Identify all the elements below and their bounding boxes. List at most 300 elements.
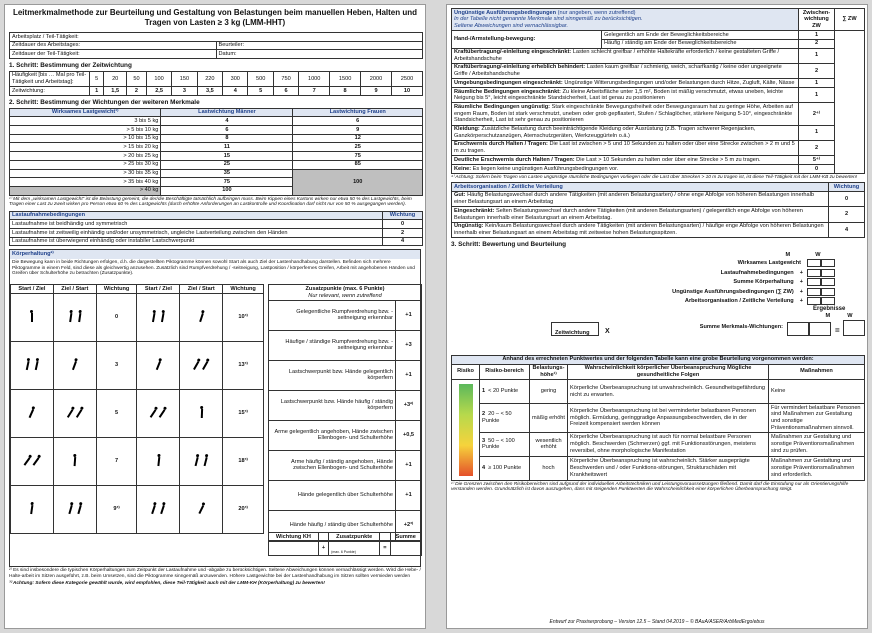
- posture-weight: 20³⁾: [223, 486, 264, 534]
- ungunstig-label: Keine:: [454, 165, 472, 172]
- ungunstig-weight: 1: [799, 125, 835, 140]
- person-icon: [200, 453, 212, 467]
- risk-gradient-bar: [459, 384, 473, 476]
- lastaufnahme-heading: Lastaufnahmebedingungen: [10, 211, 383, 220]
- col-wichtung-left: Wichtung: [96, 285, 137, 294]
- freq-cell: 1000: [299, 71, 330, 86]
- arbeitsorg-weight: 0: [829, 191, 865, 206]
- last-m: 25: [161, 160, 293, 169]
- posture-pictogram: [53, 486, 96, 534]
- hand-row: [452, 31, 865, 40]
- weight-cell: 3: [172, 87, 197, 96]
- last-f: 85: [293, 160, 423, 169]
- summe-input[interactable]: [390, 542, 421, 556]
- weight-cell: 2: [127, 87, 147, 96]
- zusatz-text: Arme häufig / ständig angehoben, Hände zwischen Ellenbogen- und Schulterhöhe: [269, 450, 396, 480]
- last-range: > 20 bis 25 kg: [10, 152, 161, 161]
- ungunstig-note: ⁴⁾ Achtung: Sofern beim Tragen von Lasten ungünstige räumliche Bedingungen vorliegen oder die Last über Strecken > 10 m zu tragen ist, ist diese Teil-Tätigkeit mit der LMM-KB zu bewerten!: [451, 174, 858, 180]
- ungunstig-label: Kraftübertragung/-einleitung erheblich behindert:: [454, 64, 586, 71]
- bewertung-m-input[interactable]: [807, 288, 821, 296]
- risk-heading: Anhand des errechneten Punktwertes und der folgenden Tabelle kann eine grobe Beurteilung vorgenommen werden:: [452, 355, 865, 364]
- posture-pictogram: [180, 438, 223, 486]
- posture-pictogram: [11, 390, 54, 438]
- lastaufnahme-weight: 2: [383, 229, 423, 238]
- freq-cell: 2000: [361, 71, 392, 86]
- bewertung-row: Summe Körperhaltung +: [451, 278, 835, 287]
- page-left: [4, 4, 426, 629]
- ungunstig-label: Kleidung:: [454, 126, 480, 133]
- ungunstig-row: [452, 103, 865, 125]
- ungunstig-heading-sub: (nur angeben, wenn zutreffend): [557, 9, 636, 16]
- kh-row: [11, 486, 264, 534]
- risk-range: 50 – < 100 Punkte: [482, 437, 515, 451]
- lastaufnahme-row: [10, 229, 423, 238]
- kh-row: [11, 342, 264, 390]
- weight-cell: 7: [299, 87, 330, 96]
- bewertung-m-input[interactable]: [807, 259, 821, 267]
- person-icon: [31, 358, 42, 372]
- zusatz-points: +2³⁾: [396, 510, 422, 540]
- lastaufnahme-text: Lastaufnahme ist zeitweilig einhändig und/oder unsymmetrisch, ungleiche Lastverteilung zwischen den Händen: [10, 229, 383, 238]
- ungunstig-label: Deutliche Erschwernis durch Halten / Tragen:: [454, 156, 575, 163]
- last-m: 6: [161, 126, 293, 135]
- last-range: > 5 bis 10 kg: [10, 126, 161, 135]
- risk-row: [452, 380, 865, 404]
- posture-pictogram: [137, 294, 180, 342]
- lastgewicht-row: [10, 152, 423, 161]
- koerperhaltung-note2: ²⁾ Es sind insbesondere die typischen Körperhaltungen zum Zeitpunkt der Lastaufnahme und -abgabe zu berücksichtigen. Seltene Abweichungen können vernachlässigt werden. Wird die Hebe- / Halte-arbeit im Sitzen ausgeführt, z.B. beim Umsetzen, sind die Piktogramme sinngemäß anzuwenden. Höhere Lastgewichte bei der Lastenhandhabung im Sitzen sollten vermieden werden: [9, 568, 421, 579]
- col-risiko: Risiko: [452, 364, 480, 379]
- freq-cell: 150: [172, 71, 197, 86]
- person-icon: [25, 405, 38, 420]
- person-icon: [152, 357, 165, 371]
- lastaufnahme-row: [10, 237, 423, 246]
- max-note: (max. 6 Punkte): [329, 542, 380, 556]
- bewertung-w-input[interactable]: [821, 288, 835, 296]
- posture-pictogram: [11, 294, 54, 342]
- zusatz-points: +1: [396, 480, 422, 510]
- ungunstig-label: Räumliche Bedingungen eingeschränkt:: [454, 88, 561, 95]
- freq-label: Häufigkeit [bis … Mal pro Teil-Tätigkeit und Arbeitstag]:: [10, 71, 90, 86]
- risk-note: ¹⁾ Die Grenzen zwischen den Risikobereichen sind aufgrund der individuellen Arbeitstechniken und Leistungsvoraussetzungen fließend. Damit darf die Einstufung nur als Orientierungshilfe verstanden werden. Grundsätzlich ist davon auszugehen, dass mit steigenden Punktwerten die Wahrscheinlichkeit einer körperlichen Überbeanspruchung steigt.: [451, 481, 849, 493]
- person-icon: [197, 406, 206, 418]
- ungunstig-label: Erschwernis durch Halten / Tragen:: [454, 141, 548, 148]
- weight-cell: 3,5: [197, 87, 222, 96]
- ungunstig-weight: 1: [799, 48, 835, 63]
- last-m: 11: [161, 143, 293, 152]
- summe-mw-label: Summe Merkmals-Wichtungen:: [699, 323, 783, 330]
- col-w: W: [815, 251, 821, 258]
- weight-cell: 9: [361, 87, 392, 96]
- zusatz-row: [269, 390, 422, 420]
- posture-pictogram: [53, 438, 96, 486]
- last-range: > 35 bis 40 kg: [10, 178, 161, 187]
- risk-gradient: [452, 380, 480, 481]
- zusatz-text: Lastschwerpunkt bzw. Hände gelegentlich körperfern: [269, 360, 396, 390]
- posture-pictogram: [11, 486, 54, 534]
- arbeitsorg-text: Häufig Belastungswechsel durch andere Tätigkeiten (mit anderen Belastungsarten) / ohne enge Abfolge von höheren Belastungen innerhalb einer Belastungsart an einem Arbeitstag: [454, 192, 815, 206]
- ungunstig-text: Die Last > 10 Sekunden zu halten oder über eine Strecke > 5 m zu tragen.: [576, 156, 761, 163]
- risk-row: [452, 432, 865, 456]
- freq-cell: 20: [104, 71, 127, 86]
- arbeitsorg-weight: 4: [829, 222, 865, 237]
- ungunstig-weight: 5⁴⁾: [799, 156, 835, 165]
- posture-pictogram: [53, 294, 96, 342]
- posture-pictogram: [11, 438, 54, 486]
- lastaufnahme-weight: 0: [383, 220, 423, 229]
- times-sign: X: [605, 327, 610, 335]
- col-sum-zw: ∑ ZW: [835, 9, 865, 31]
- last-f: 25: [293, 143, 423, 152]
- freq-cell: 500: [248, 71, 273, 86]
- arbeitsorg-label: Eingeschränkt:: [454, 207, 495, 214]
- kh-row: [11, 438, 264, 486]
- zusatz-points: +1: [396, 450, 422, 480]
- col-belast: Belastungs-höhe¹⁾: [530, 364, 568, 379]
- lastgewicht-table: [9, 108, 423, 196]
- lastgewicht-row: [10, 126, 423, 135]
- posture-pictogram: [180, 486, 223, 534]
- arbeitsorg-text: Selten Belastungswechsel durch andere Tätigkeiten (mit anderen Belastungsarten) / gelegentlich enge Abfolge von höheren Belastungen innerhalb einer Belastungsart an einem Arbeitstag.: [454, 207, 803, 221]
- weight-cell: 2,5: [146, 87, 171, 96]
- zusatz-sub: Nur relevant, wenn zutreffend: [308, 292, 382, 299]
- zusatz-points: +0,5: [396, 420, 422, 450]
- last-m: 15: [161, 152, 293, 161]
- posture-pictogram: [137, 486, 180, 534]
- last-range: > 30 bis 35 kg: [10, 169, 161, 178]
- ergebnisse-label: Ergebnisse: [813, 305, 846, 312]
- lastgewicht-row: [10, 134, 423, 143]
- kh-summary: Wichtung KH Zusatzpunkte Summe + (max. 6 Punkte) =: [268, 532, 422, 556]
- zusatz-text: Hände häufig / ständig über Schulterhöhe: [269, 510, 396, 540]
- ungunstig-row: [452, 79, 865, 88]
- koerperhaltung-table: [10, 284, 264, 534]
- posture-weight: 3: [96, 342, 137, 390]
- lastgewicht-row: [10, 117, 423, 126]
- weight-cell: 10: [391, 87, 422, 96]
- arbeitsorg-weight: 2: [829, 207, 865, 222]
- hand-text: Gelegentlich am Ende der Beweglichkeitsbereiche: [602, 31, 799, 40]
- col-lastgewicht: Wirksames Lastgewicht¹⁾: [10, 108, 161, 117]
- last-f: 12: [293, 134, 423, 143]
- col-mass: Maßnahmen: [769, 364, 865, 379]
- ungunstig-text: Ungünstige Witterungsbedingungen und/oder Belastungen durch Hitze, Zugluft, Kälte, Nässe: [564, 79, 795, 86]
- weight-cell: 4: [223, 87, 248, 96]
- kh-label: Wichtung KH: [269, 533, 319, 542]
- ungunstig-text: Lasten schlecht greifbar / erhöhte Haltekräfte erforderlich / keine gestalteten Griffe / Arbeitshandschuhe: [454, 49, 780, 62]
- bewertung-row: Lastaufnahmebedingungen +: [451, 268, 835, 277]
- kh-row: [11, 390, 264, 438]
- posture-pictogram: [180, 294, 223, 342]
- risk-belast: wesentlich erhöht: [530, 432, 568, 456]
- risk-level: 3: [482, 437, 486, 444]
- bewertung-label: Ungünstige Ausführungsbedingungen (∑ ZW): [672, 288, 794, 295]
- col-zw: Zwischen-wichtung ZW: [799, 9, 835, 31]
- ungunstig-text: Die Last ist zwischen > 5 und 10 Sekunden zu halten oder über eine Strecke zwischen > 2 m und 5 m zu tragen.: [454, 141, 795, 155]
- last-range: > 40 kg: [10, 186, 161, 195]
- risk-belast: mäßig erhöht: [530, 404, 568, 433]
- col-start-ziel: Start / Ziel: [11, 285, 54, 294]
- field-beurteiler[interactable]: Beurteiler:: [216, 41, 423, 50]
- person-icon: [69, 357, 82, 371]
- ungunstig-weight: 0: [799, 165, 835, 174]
- summe-m-input[interactable]: [787, 322, 809, 336]
- ungunstig-label: Räumliche Bedingungen ungünstig:: [454, 103, 551, 110]
- last-range: > 10 bis 15 kg: [10, 134, 161, 143]
- step2-heading: 2. Schritt: Bestimmung der Wichtungen der weiteren Merkmale: [9, 98, 200, 106]
- arbeitsorg-text: Kein/kaum Belastungswechsel durch andere Tätigkeiten (mit anderen Belastungsarten) / häufige enge Abfolge von höheren Belastungen innerhalb einer Belastungsart an einem Arbeitstag mit zeitweise hohen Belastungsspitzen.: [454, 223, 824, 236]
- ungunstig-weight: 2: [799, 63, 835, 78]
- zusatzpunkte-table: [268, 284, 422, 540]
- arbeitsorg-row: [452, 191, 865, 206]
- posture-pictogram: [137, 390, 180, 438]
- risk-mass: Für vermindert belastbare Personen sind Maßnahmen zur Gestaltung und sonstige Präventionsmaßnahmen sinnvoll.: [769, 404, 865, 433]
- col-wahr: Wahrscheinlichkeit körperlicher Überbeanspruchung Mögliche gesundheitliche Folgen: [568, 364, 769, 379]
- posture-pictogram: [53, 390, 96, 438]
- person-icon: [195, 309, 207, 323]
- freq-cell: 50: [127, 71, 147, 86]
- posture-pictogram: [180, 342, 223, 390]
- koerperhaltung-heading: Körperhaltung²⁾: [10, 250, 420, 259]
- zusatz-row: [269, 420, 422, 450]
- bewertung-label: Lastaufnahmebedingungen: [720, 269, 794, 276]
- posture-weight: 5: [96, 390, 137, 438]
- last-m: 35: [161, 169, 293, 178]
- kh-input[interactable]: [269, 542, 319, 556]
- result-input[interactable]: [843, 320, 865, 336]
- col-ziel-start-2: Ziel / Start: [180, 285, 223, 294]
- weight-cell: 6: [273, 87, 298, 96]
- ungunstig-text: Lasten kaum greifbar / schmierig, weich, scharfkantig / keine oder ungeeignete Griffe / Arbeitshandschuhe: [454, 64, 782, 78]
- zusatz-points: +1: [396, 300, 422, 330]
- risk-range: < 20 Punkte: [488, 388, 519, 395]
- lastgewicht-row: [10, 160, 423, 169]
- ungunstig-row: [452, 125, 865, 140]
- col-frauen: Lastwichtung Frauen: [293, 108, 423, 117]
- zusatz-heading: Zusatzpunkte (max. 6 Punkte): [305, 285, 385, 292]
- summe-w-input[interactable]: [809, 322, 831, 336]
- posture-pictogram: [137, 438, 180, 486]
- zeitwichtung-label: Zeitwichtung: [555, 329, 590, 336]
- bewertung-row: Arbeitsorganisation / Zeitliche Verteilung +: [451, 297, 835, 306]
- zusatz-points: +3: [396, 330, 422, 360]
- lastgewicht-row: [10, 169, 423, 178]
- risk-level: 2: [482, 411, 486, 418]
- last-m: 75: [161, 178, 293, 187]
- col-wichtung-right: Wichtung: [223, 285, 264, 294]
- last-range: > 15 bis 20 kg: [10, 143, 161, 152]
- lastaufnahme-col: Wichtung: [383, 211, 423, 220]
- posture-pictogram: [180, 390, 223, 438]
- weight-cell: 8: [330, 87, 361, 96]
- freq-cell: 5: [90, 71, 104, 86]
- header-form: [9, 32, 423, 59]
- bewertung-w-input[interactable]: [821, 297, 835, 305]
- lastaufnahme-row: [10, 220, 423, 229]
- zusatz-row: [269, 300, 422, 330]
- person-icon: [74, 310, 85, 323]
- last-range: > 25 bis 30 kg: [10, 160, 161, 169]
- koerperhaltung-note3: ³⁾ Achtung: Sofern diese Kategorie gewählt wurde, wird empfohlen, diese Teil-Tätigkeit auch mit der LMM-KH (Körperhaltung) zu bewerten!: [9, 580, 325, 586]
- ungunstig-row: [452, 88, 865, 103]
- last-m: 4: [161, 117, 293, 126]
- bewertung-w-input[interactable]: [821, 278, 835, 286]
- kh-row: [11, 294, 264, 342]
- weight-label: Zeitwichtung:: [10, 87, 90, 96]
- last-f: 6: [293, 117, 423, 126]
- risk-wahr: Körperliche Überbeanspruchung ist wahrscheinlich. Stärker ausgeprägte Beschwerden und / oder Funktions-störungen, Strukturschäden mit Krankheitswert: [568, 456, 769, 480]
- last-f: 100: [293, 169, 423, 195]
- zusatz-row: [269, 330, 422, 360]
- sum-zw-input[interactable]: [835, 31, 865, 174]
- footer: Entwurf zur Praxiserprobung – Version 12.5 – Stand 04.2019 – © BAuA/ASER/ArbMedErgo/ebus: [549, 619, 765, 625]
- posture-weight: 7: [96, 438, 137, 486]
- ungunstig-row: [452, 156, 865, 165]
- risk-mass: Maßnahmen zur Gestaltung und sonstige Präventionsmaßnahmen sind erforderlich.: [769, 456, 865, 480]
- bewertung-w-input[interactable]: [821, 259, 835, 267]
- ungunstig-sub2: Seltene Abweichungen sind vernachlässigbar.: [454, 22, 569, 29]
- risk-belast: gering: [530, 380, 568, 404]
- ungunstig-sub1: In der Tabelle nicht genannte Merkmale sind sinngemäß zu berücksichtigen.: [454, 16, 643, 23]
- result-m-label: M: [825, 312, 831, 319]
- zusatz-text: Lastschwerpunkt bzw. Hände häufig / ständig körperfern: [269, 390, 396, 420]
- arbeitsorg-col: Wichtung: [829, 183, 865, 192]
- posture-weight: 18³⁾: [223, 438, 264, 486]
- zusatz-row: [269, 480, 422, 510]
- col-maenner: Lastwichtung Männer: [161, 108, 293, 117]
- arbeitsorg-row: [452, 207, 865, 222]
- last-f: 75: [293, 152, 423, 161]
- zp-label: Zusatzpunkte: [329, 533, 380, 542]
- freq-cell: 100: [146, 71, 171, 86]
- hand-weight: 1: [799, 31, 835, 40]
- col-ziel-start: Ziel / Start: [53, 285, 96, 294]
- equals-sign: =: [835, 325, 840, 335]
- arbeitsorg-label: Gut:: [454, 192, 466, 199]
- bewertung-m-input[interactable]: [807, 269, 821, 277]
- bewertung-row: [451, 259, 835, 268]
- col-start-ziel-2: Start / Ziel: [137, 285, 180, 294]
- freq-cell: 220: [197, 71, 222, 86]
- page-right: [446, 4, 868, 629]
- last-f: 9: [293, 126, 423, 135]
- risk-row: [452, 456, 865, 480]
- bewertung-label: Arbeitsorganisation / Zeitliche Verteilung: [684, 298, 794, 305]
- field-zeitdauer-arbeitstag[interactable]: Zeitdauer des Arbeitstages:: [10, 41, 217, 50]
- freq-cell: 2500: [391, 71, 422, 86]
- person-icon: [157, 501, 169, 515]
- person-icon: [70, 454, 80, 467]
- risk-row: [452, 404, 865, 433]
- hand-weight: 2: [799, 39, 835, 48]
- lastaufnahme-table: [9, 211, 423, 247]
- risk-level: 4: [482, 464, 486, 471]
- zeitwichtung-table: [9, 71, 423, 96]
- zusatz-points: +1: [396, 360, 422, 390]
- ungunstig-text: Zu kleine Arbeitsfläche unter 1,5 m², Boden ist mäßig verschmutzt, etwas uneben, leichte Neigung bis 5°, leicht eingeschränkte Standsicherheit, Last ist genau zu positionieren: [454, 88, 783, 102]
- col-bereich: Risiko-bereich: [480, 364, 530, 379]
- person-icon: [27, 310, 36, 322]
- ungunstig-weight: 1: [799, 88, 835, 103]
- posture-pictogram: [53, 342, 96, 390]
- posture-weight: 0: [96, 294, 137, 342]
- freq-cell: 750: [273, 71, 298, 86]
- zusatz-text: Hände gelegentlich über Schulterhöhe: [269, 480, 396, 510]
- risk-range: ≥ 100 Punkte: [488, 464, 522, 471]
- zusatz-row: [269, 450, 422, 480]
- lastgewicht-row: [10, 143, 423, 152]
- koerperhaltung-desc: Die Bewegung kann in beide Richtungen erfolgen, d.h. die dargestellten Piktogramme können sowohl Start als auch Ziel der Lastenhandhabung darstellen. Befinden sich mehrere Piktogramme in einem Feld, sind diese als gleichwertig anzusehen. Zusätzlich sind Rumpfverdrehung / -seitneigung, Lastposition / körperfernes Greifen, Arbeit mit angehobenen Händen und Greifen über Schulterhöhe zu betrachten (Zusatzpunkte).: [12, 260, 415, 277]
- posture-weight: 10³⁾: [223, 294, 264, 342]
- field-zeitdauer-teil[interactable]: Zeitdauer der Teil-Tätigkeit:: [10, 50, 217, 59]
- lastaufnahme-text: Lastaufnahme ist beidhändig und symmetrisch: [10, 220, 383, 229]
- weight-cell: 1,5: [104, 87, 127, 96]
- ungunstig-text: Es liegen keine ungünstigen Ausführungsbedingungen vor.: [472, 165, 619, 172]
- ungunstig-text: Stark eingeschränkte Bewegungsfreiheit oder Bewegungsraum hat zu geringe Höhe, Arbeiten auf engem Raum, Boden ist stark verschmutzt, uneben oder grob gepflastert, Stufen / Schlaglöcher, stärkere Neigung 5-10°, eingeschränkte Standsicherheit, Last ist sehr genau zu positionieren: [454, 103, 793, 124]
- arbeitsorg-label: Ungünstig:: [454, 223, 484, 230]
- result-w-label: W: [847, 312, 853, 319]
- last-m: 100: [161, 186, 293, 195]
- risk-wahr: Körperliche Überbeanspruchung ist bei verminderter belastbaren Personen möglich. Ermüdung, geringgradige Anpassungsbeschwerden, die in der Freizeit kompensiert werden können: [568, 404, 769, 433]
- posture-pictogram: [137, 342, 180, 390]
- bewertung-m-input[interactable]: [807, 297, 821, 305]
- bewertung-m-input[interactable]: [807, 278, 821, 286]
- posture-weight: 9³⁾: [96, 486, 137, 534]
- lastgewicht-note: ¹⁾ Mit dem „wirksamen Lastgewicht“ ist die Belastung gemeint, die der/die Beschäftigte tatsächlich aufbringen muss. Beim Kippen eines Kartons wirken nur etwa 50 % des Lastgewichts, beim Tragen einer Last zu zweit wirken pro Person etwa 60 % des Lastgewichts (durch erhöhte Anforderungen an Lastkontrolle und Koordination darf nicht nur von 50 % ausgegangen werden).: [9, 196, 412, 208]
- step1-heading: 1. Schritt: Bestimmung der Zeitwichtung: [9, 62, 132, 70]
- ungunstig-row: [452, 140, 865, 155]
- posture-pictogram: [11, 342, 54, 390]
- step3-heading: 3. Schritt: Bewertung und Beurteilung: [451, 241, 567, 249]
- posture-weight: 13³⁾: [223, 342, 264, 390]
- hand-label: Hand-/Armstellung-bewegung:: [452, 31, 602, 48]
- lastaufnahme-weight: 4: [383, 237, 423, 246]
- zusatz-row: [269, 360, 422, 390]
- zusatz-text: Gelegentliche Rumpfverdrehung bzw. -seitneigung erkennbar: [269, 300, 396, 330]
- last-m: 8: [161, 134, 293, 143]
- field-datum[interactable]: Datum:: [216, 50, 423, 59]
- person-icon: [27, 502, 38, 515]
- person-icon: [153, 454, 163, 467]
- ungunstig-label: Kraftübertragung/-einleitung eingeschränkt:: [454, 49, 572, 56]
- risk-wahr: Körperliche Überbeanspruchung ist auch für normal belastbare Personen möglich. Beschwerden (Schmerzen) ggf. mit Funktionsstörungen, meistens reversibel, ohne morphologische Manifestation: [568, 432, 769, 456]
- weight-cell: 1: [90, 87, 104, 96]
- bewertung-w-input[interactable]: [821, 269, 835, 277]
- arbeitsorg-heading: Arbeitsorganisation / Zeitliche Verteilung: [452, 183, 829, 192]
- risk-table: [451, 355, 865, 481]
- koerperhaltung-section: [9, 249, 421, 567]
- col-m: M: [785, 251, 791, 258]
- risk-belast: hoch: [530, 456, 568, 480]
- risk-mass: Maßnahmen zur Gestaltung und sonstige Präventionsmaßnahmen sind zu prüfen.: [769, 432, 865, 456]
- bewertung-row: Ungünstige Ausführungsbedingungen (∑ ZW) +: [451, 287, 835, 296]
- risk-range: 20 – < 50 Punkte: [482, 411, 512, 424]
- risk-wahr: Körperliche Überbeanspruchung ist unwahrscheinlich. Gesundheitsgefährdung nicht zu erwarten.: [568, 380, 769, 404]
- ungunstig-weight: 2⁴⁾: [799, 103, 835, 125]
- person-icon: [157, 310, 168, 323]
- arbeitsorg-table: [451, 182, 865, 238]
- ungunstig-row: [452, 63, 865, 78]
- ungunstig-row: [452, 165, 865, 174]
- field-arbeitsplatz[interactable]: Arbeitsplatz / Teil-Tätigkeit:: [10, 33, 423, 42]
- freq-cell: 300: [223, 71, 248, 86]
- bewertung-block: [451, 250, 863, 355]
- zusatz-text: Arme gelegentlich angehoben, Hände zwischen Ellenbogen- und Schulterhöhe: [269, 420, 396, 450]
- hand-text: Häufig / ständig am Ende der Beweglichkeitsbereiche: [602, 39, 799, 48]
- ungunstig-label: Umgebungsbedingungen eingeschränkt:: [454, 79, 563, 86]
- freq-cell: 1500: [330, 71, 361, 86]
- risk-mass: Keine: [769, 380, 865, 404]
